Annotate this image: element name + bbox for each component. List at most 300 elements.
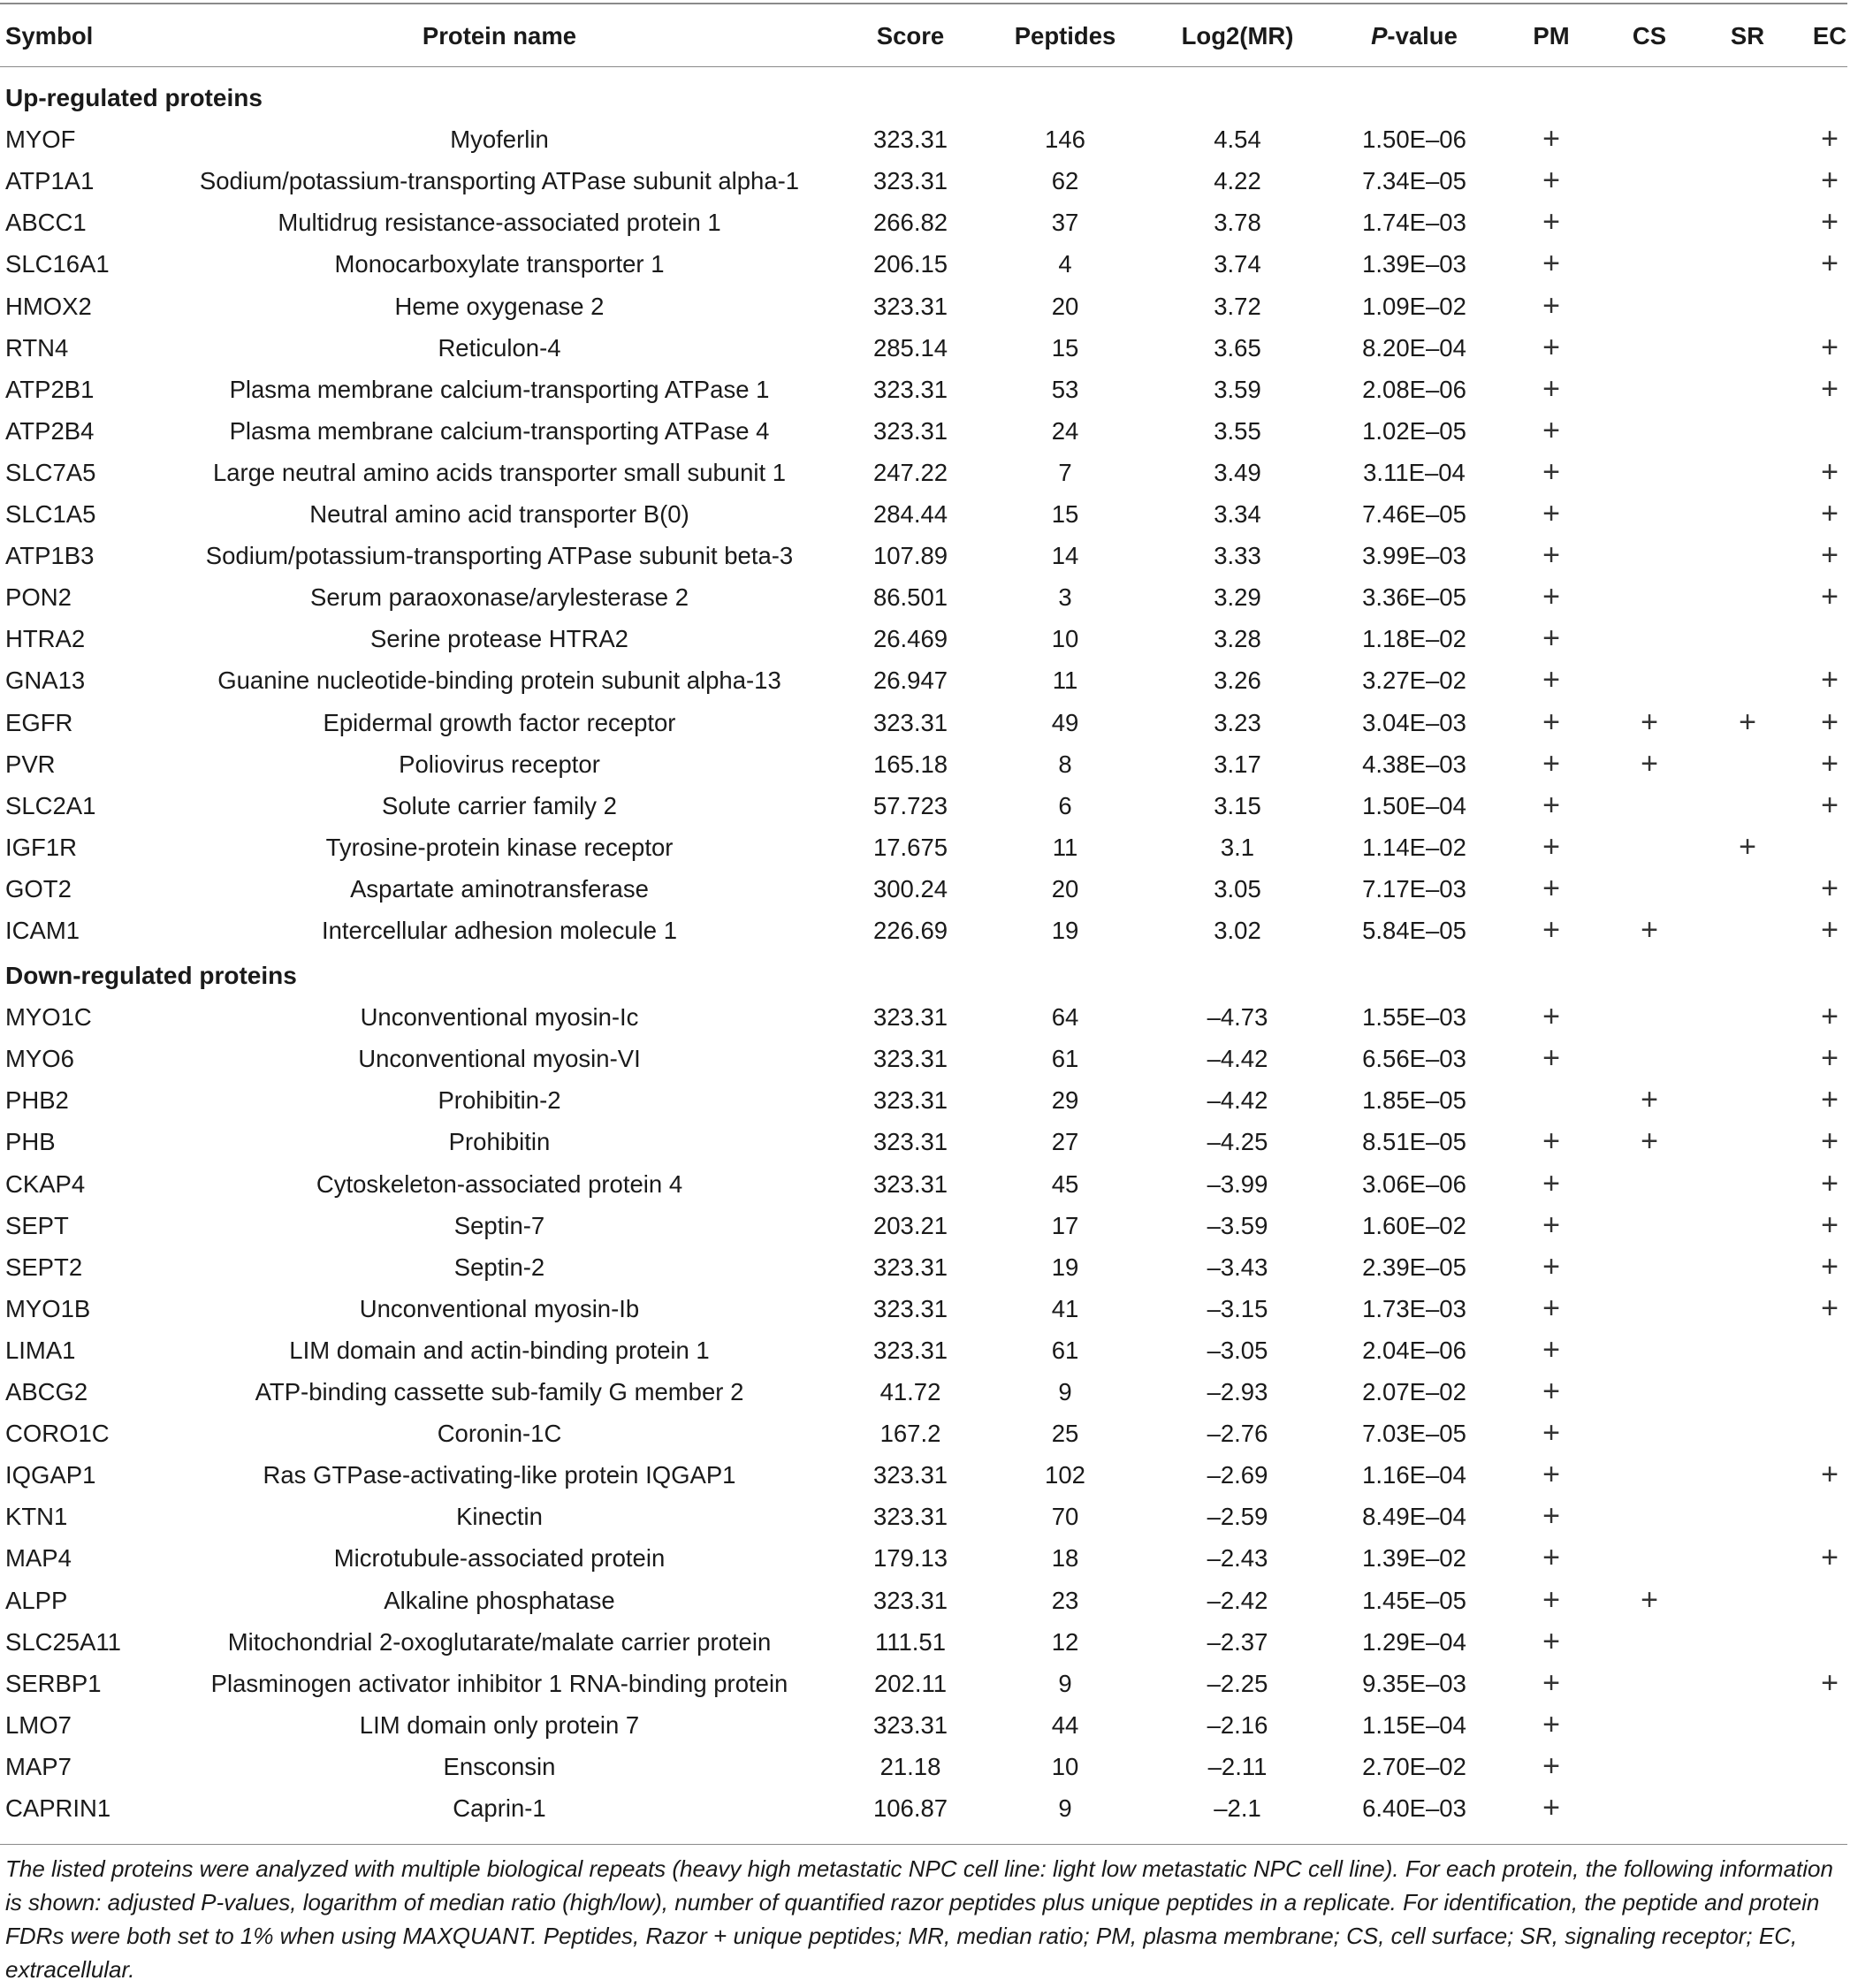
cell-peptides: 29 bbox=[1051, 1086, 1079, 1115]
table-row bbox=[0, 1787, 1847, 1829]
cell-pm: + bbox=[1542, 871, 1560, 905]
cell-peptides: 4 bbox=[1058, 250, 1072, 278]
table-row bbox=[0, 576, 1847, 618]
cell-peptides: 17 bbox=[1051, 1211, 1079, 1239]
cell-ec bbox=[1794, 410, 1865, 452]
cell-pm: + bbox=[1542, 705, 1560, 739]
cell-pm bbox=[1516, 1079, 1587, 1121]
table-row bbox=[0, 202, 1847, 243]
cell-pvalue: 5.84E–05 bbox=[1362, 917, 1466, 944]
cell-cs bbox=[1614, 659, 1685, 701]
cell-ec: + bbox=[1821, 1665, 1839, 1700]
cell-score: 26.947 bbox=[872, 666, 948, 695]
cell-pvalue: 1.50E–06 bbox=[1362, 126, 1466, 154]
cell-sr bbox=[1712, 452, 1783, 493]
table-row bbox=[0, 327, 1847, 369]
cell-score: 323.31 bbox=[872, 1336, 948, 1364]
header-pm: PM bbox=[1533, 22, 1570, 50]
cell-pvalue: 2.08E–06 bbox=[1362, 375, 1466, 403]
cell-sr bbox=[1712, 868, 1783, 910]
table-row bbox=[0, 1621, 1847, 1663]
bottom-rule bbox=[0, 1844, 1847, 1845]
cell-peptides: 9 bbox=[1058, 1794, 1072, 1822]
cell-protein-name: Plasminogen activator inhibitor 1 RNA-binding protein bbox=[210, 1669, 788, 1697]
cell-log2mr: –3.05 bbox=[1207, 1336, 1268, 1364]
cell-score: 284.44 bbox=[872, 500, 948, 528]
cell-log2mr: 3.02 bbox=[1214, 917, 1261, 944]
cell-sr bbox=[1712, 493, 1783, 535]
cell-score: 323.31 bbox=[872, 1710, 948, 1739]
cell-peptides: 61 bbox=[1051, 1336, 1079, 1364]
cell-cs bbox=[1614, 996, 1685, 1038]
header-score: Score bbox=[876, 22, 945, 50]
cell-score: 285.14 bbox=[872, 333, 948, 362]
cell-symbol: ABCG2 bbox=[5, 1378, 88, 1405]
cell-score: 323.31 bbox=[872, 1253, 948, 1281]
cell-cs: + bbox=[1641, 913, 1658, 947]
cell-pm: + bbox=[1542, 288, 1560, 323]
cell-score: 323.31 bbox=[872, 375, 948, 403]
cell-ec: + bbox=[1821, 164, 1839, 198]
cell-pvalue: 3.36E–05 bbox=[1362, 583, 1466, 612]
cell-sr bbox=[1712, 286, 1783, 327]
cell-pvalue: 4.38E–03 bbox=[1362, 750, 1466, 778]
cell-score: 323.31 bbox=[872, 1503, 948, 1531]
cell-pm: + bbox=[1542, 1375, 1560, 1408]
cell-symbol: SLC16A1 bbox=[5, 250, 110, 278]
cell-cs bbox=[1614, 452, 1685, 493]
cell-log2mr: 3.23 bbox=[1214, 708, 1261, 736]
cell-log2mr: –2.42 bbox=[1207, 1586, 1268, 1614]
cell-sr bbox=[1712, 1038, 1783, 1079]
cell-ec: + bbox=[1821, 1166, 1839, 1200]
table-row bbox=[0, 1371, 1847, 1413]
cell-log2mr: –3.15 bbox=[1207, 1294, 1268, 1322]
cell-log2mr: 3.28 bbox=[1214, 625, 1261, 653]
cell-peptides: 10 bbox=[1051, 625, 1079, 653]
cell-ec: + bbox=[1821, 580, 1839, 614]
cell-sr bbox=[1712, 202, 1783, 243]
cell-sr bbox=[1712, 1205, 1783, 1246]
cell-pvalue: 1.74E–03 bbox=[1362, 209, 1466, 237]
cell-cs bbox=[1614, 1746, 1685, 1787]
cell-cs bbox=[1614, 327, 1685, 369]
cell-pm: + bbox=[1542, 829, 1560, 864]
cell-ec: + bbox=[1821, 663, 1839, 697]
cell-ec bbox=[1794, 826, 1865, 868]
cell-pvalue: 1.14E–02 bbox=[1362, 833, 1466, 861]
cell-symbol: LMO7 bbox=[5, 1710, 72, 1739]
cell-peptides: 64 bbox=[1051, 1003, 1079, 1032]
cell-peptides: 8 bbox=[1058, 750, 1072, 778]
cell-sr bbox=[1712, 1537, 1783, 1579]
header-log2mr: Log2(MR) bbox=[1181, 22, 1294, 50]
section-title: Up-regulated proteins bbox=[5, 84, 263, 111]
cell-log2mr: –2.25 bbox=[1207, 1669, 1268, 1697]
cell-cs bbox=[1614, 1663, 1685, 1704]
cell-ec: + bbox=[1821, 913, 1839, 947]
cell-protein-name: Large neutral amino acids transporter small subunit 1 bbox=[212, 458, 787, 486]
cell-pvalue: 1.18E–02 bbox=[1362, 625, 1466, 653]
header-ec: EC bbox=[1812, 22, 1847, 50]
cell-ec: + bbox=[1821, 788, 1839, 822]
cell-pm: + bbox=[1542, 1707, 1560, 1741]
cell-symbol: MYOF bbox=[5, 126, 76, 154]
cell-sr bbox=[1712, 410, 1783, 452]
cell-peptides: 102 bbox=[1045, 1461, 1085, 1489]
cell-pvalue: 2.07E–02 bbox=[1362, 1378, 1466, 1405]
cell-protein-name: Guanine nucleotide-binding protein subunit alpha-13 bbox=[217, 666, 781, 695]
cell-log2mr: 3.74 bbox=[1214, 250, 1261, 278]
cell-log2mr: 3.34 bbox=[1214, 500, 1261, 528]
cell-pm: + bbox=[1542, 497, 1560, 530]
cell-pm: + bbox=[1542, 1291, 1560, 1325]
cell-protein-name: Caprin-1 bbox=[453, 1794, 546, 1822]
cell-peptides: 27 bbox=[1051, 1128, 1079, 1156]
cell-log2mr: 3.59 bbox=[1214, 375, 1261, 403]
cell-cs bbox=[1614, 493, 1685, 535]
cell-symbol: SERBP1 bbox=[5, 1669, 102, 1697]
cell-pvalue: 3.11E–04 bbox=[1363, 458, 1466, 486]
cell-sr bbox=[1712, 1496, 1783, 1537]
cell-log2mr: –2.11 bbox=[1207, 1752, 1268, 1780]
cell-pm: + bbox=[1542, 1332, 1560, 1367]
cell-protein-name: Aspartate aminotransferase bbox=[350, 874, 649, 903]
cell-log2mr: –3.99 bbox=[1207, 1169, 1268, 1198]
cell-cs bbox=[1614, 1163, 1685, 1205]
cell-peptides: 3 bbox=[1058, 583, 1072, 612]
cell-ec bbox=[1794, 1413, 1865, 1454]
cell-peptides: 19 bbox=[1051, 1253, 1079, 1281]
cell-ec: + bbox=[1821, 454, 1839, 489]
cell-log2mr: 3.55 bbox=[1214, 416, 1261, 445]
cell-pm: + bbox=[1542, 330, 1560, 364]
cell-peptides: 10 bbox=[1051, 1752, 1079, 1780]
cell-symbol: MAP4 bbox=[5, 1544, 72, 1573]
cell-pvalue: 8.49E–04 bbox=[1362, 1503, 1466, 1531]
cell-protein-name: Unconventional myosin-VI bbox=[358, 1045, 641, 1073]
cell-ec bbox=[1794, 286, 1865, 327]
cell-pvalue: 3.04E–03 bbox=[1362, 708, 1466, 736]
cell-sr bbox=[1712, 618, 1783, 659]
cell-pvalue: 9.35E–03 bbox=[1362, 1669, 1466, 1697]
header-protein-name: Protein name bbox=[422, 22, 577, 50]
cell-ec: + bbox=[1821, 122, 1839, 156]
cell-sr bbox=[1712, 785, 1783, 826]
cell-sr: + bbox=[1739, 705, 1756, 739]
cell-cs bbox=[1614, 1787, 1685, 1829]
cell-pvalue: 7.46E–05 bbox=[1362, 500, 1466, 528]
cell-log2mr: –4.42 bbox=[1207, 1045, 1268, 1073]
cell-pvalue: 6.56E–03 bbox=[1362, 1045, 1466, 1073]
cell-score: 167.2 bbox=[879, 1420, 941, 1448]
cell-protein-name: Sodium/potassium-transporting ATPase subunit beta-3 bbox=[205, 542, 794, 570]
cell-pm: + bbox=[1542, 1000, 1560, 1034]
cell-pvalue: 1.85E–05 bbox=[1362, 1086, 1466, 1115]
cell-pvalue: 2.04E–06 bbox=[1362, 1336, 1466, 1364]
cell-protein-name: Coronin-1C bbox=[437, 1420, 562, 1448]
cell-cs: + bbox=[1641, 1582, 1658, 1617]
cell-peptides: 15 bbox=[1051, 500, 1079, 528]
cell-cs bbox=[1614, 1454, 1685, 1496]
cell-peptides: 20 bbox=[1051, 874, 1079, 903]
cell-symbol: SLC2A1 bbox=[5, 791, 96, 819]
cell-log2mr: –4.42 bbox=[1207, 1086, 1268, 1115]
cell-symbol: ATP1A1 bbox=[5, 167, 95, 195]
cell-ec: + bbox=[1821, 746, 1839, 781]
cell-log2mr: 4.54 bbox=[1214, 126, 1261, 154]
cell-sr bbox=[1712, 118, 1783, 160]
cell-score: 111.51 bbox=[874, 1627, 947, 1656]
cell-peptides: 24 bbox=[1051, 416, 1079, 445]
table-row bbox=[0, 659, 1847, 701]
cell-cs bbox=[1614, 826, 1685, 868]
table-row bbox=[0, 868, 1847, 910]
cell-symbol: PHB bbox=[5, 1128, 56, 1156]
cell-log2mr: 3.33 bbox=[1214, 542, 1261, 570]
cell-log2mr: –2.59 bbox=[1207, 1503, 1268, 1531]
cell-score: 323.31 bbox=[872, 167, 948, 195]
table-row bbox=[0, 118, 1847, 160]
cell-score: 179.13 bbox=[872, 1544, 948, 1573]
cell-sr bbox=[1712, 910, 1783, 951]
cell-protein-name: Monocarboxylate transporter 1 bbox=[334, 250, 665, 278]
cell-score: 206.15 bbox=[872, 250, 948, 278]
cell-symbol: ICAM1 bbox=[5, 917, 80, 944]
cell-sr bbox=[1712, 327, 1783, 369]
cell-symbol: SEPT bbox=[5, 1211, 69, 1239]
table-row bbox=[0, 826, 1847, 868]
cell-pm: + bbox=[1542, 1124, 1560, 1159]
cell-ec: + bbox=[1821, 705, 1839, 739]
cell-log2mr: 3.29 bbox=[1214, 583, 1261, 612]
cell-protein-name: Mitochondrial 2-oxoglutarate/malate carrier protein bbox=[227, 1627, 772, 1656]
cell-sr bbox=[1712, 1413, 1783, 1454]
table-row bbox=[0, 1205, 1847, 1246]
cell-ec: + bbox=[1821, 1041, 1839, 1076]
cell-pm: + bbox=[1542, 1249, 1560, 1283]
cell-cs bbox=[1614, 286, 1685, 327]
cell-peptides: 14 bbox=[1051, 542, 1079, 570]
cell-pvalue: 1.39E–02 bbox=[1362, 1544, 1466, 1573]
cell-pvalue: 1.50E–04 bbox=[1362, 791, 1466, 819]
cell-ec: + bbox=[1821, 330, 1839, 364]
cell-protein-name: Prohibitin-2 bbox=[438, 1086, 561, 1115]
table-row bbox=[0, 996, 1847, 1038]
table-row bbox=[0, 160, 1847, 202]
cell-cs bbox=[1614, 785, 1685, 826]
table-row bbox=[0, 1704, 1847, 1746]
cell-peptides: 11 bbox=[1052, 666, 1078, 695]
cell-log2mr: –2.43 bbox=[1207, 1544, 1268, 1573]
cell-cs: + bbox=[1641, 1124, 1658, 1159]
cell-symbol: MYO1B bbox=[5, 1294, 91, 1322]
cell-pvalue: 1.39E–03 bbox=[1362, 250, 1466, 278]
cell-pm: + bbox=[1542, 205, 1560, 240]
header-row bbox=[0, 15, 1847, 57]
cell-symbol: IGF1R bbox=[5, 833, 77, 861]
cell-sr bbox=[1712, 1580, 1783, 1621]
cell-sr: + bbox=[1739, 829, 1756, 864]
cell-score: 86.501 bbox=[872, 583, 948, 612]
cell-cs bbox=[1614, 160, 1685, 202]
cell-score: 323.31 bbox=[872, 1169, 948, 1198]
cell-ec: + bbox=[1821, 1458, 1839, 1492]
cell-sr bbox=[1712, 1454, 1783, 1496]
cell-protein-name: Heme oxygenase 2 bbox=[394, 292, 605, 320]
cell-cs bbox=[1614, 1205, 1685, 1246]
cell-cs bbox=[1614, 202, 1685, 243]
cell-cs bbox=[1614, 1496, 1685, 1537]
cell-score: 323.31 bbox=[872, 416, 948, 445]
cell-protein-name: ATP-binding cassette sub-family G member 2 bbox=[255, 1378, 744, 1405]
cell-pm: + bbox=[1542, 913, 1560, 947]
cell-pvalue: 3.27E–02 bbox=[1362, 666, 1466, 695]
cell-peptides: 25 bbox=[1051, 1420, 1079, 1448]
cell-log2mr: –4.73 bbox=[1207, 1003, 1268, 1032]
cell-pm: + bbox=[1542, 1499, 1560, 1534]
header-cs: CS bbox=[1632, 22, 1667, 50]
table-row bbox=[0, 702, 1847, 743]
cell-protein-name: Unconventional myosin-Ic bbox=[360, 1003, 639, 1032]
cell-cs bbox=[1614, 535, 1685, 576]
cell-pm: + bbox=[1542, 1748, 1560, 1783]
cell-symbol: IQGAP1 bbox=[5, 1461, 96, 1489]
cell-ec: + bbox=[1821, 538, 1839, 573]
cell-sr bbox=[1712, 1746, 1783, 1787]
cell-cs bbox=[1614, 1288, 1685, 1329]
cell-ec: + bbox=[1821, 1124, 1839, 1159]
cell-score: 41.72 bbox=[879, 1378, 941, 1405]
cell-protein-name: Multidrug resistance-associated protein 1 bbox=[278, 209, 721, 237]
cell-protein-name: Sodium/potassium-transporting ATPase subunit alpha-1 bbox=[199, 167, 800, 195]
cell-score: 247.22 bbox=[872, 458, 948, 486]
cell-cs bbox=[1614, 1704, 1685, 1746]
cell-peptides: 146 bbox=[1045, 126, 1085, 154]
cell-ec bbox=[1794, 1496, 1865, 1537]
cell-ec: + bbox=[1821, 871, 1839, 905]
cell-score: 323.31 bbox=[872, 1586, 948, 1614]
cell-cs bbox=[1614, 118, 1685, 160]
table-row bbox=[0, 286, 1847, 327]
cell-ec: + bbox=[1821, 1083, 1839, 1117]
cell-score: 323.31 bbox=[872, 708, 948, 736]
cell-peptides: 15 bbox=[1051, 333, 1079, 362]
table-row bbox=[0, 1246, 1847, 1288]
cell-symbol: HTRA2 bbox=[5, 625, 86, 653]
cell-cs bbox=[1614, 1246, 1685, 1288]
table-row bbox=[0, 618, 1847, 659]
cell-ec: + bbox=[1821, 371, 1839, 406]
table-row bbox=[0, 493, 1847, 535]
cell-pm: + bbox=[1542, 580, 1560, 614]
cell-score: 300.24 bbox=[872, 874, 948, 903]
cell-symbol: MAP7 bbox=[5, 1752, 72, 1780]
table-row bbox=[0, 1288, 1847, 1329]
cell-cs bbox=[1614, 576, 1685, 618]
cell-cs bbox=[1614, 1413, 1685, 1454]
cell-peptides: 12 bbox=[1051, 1627, 1079, 1656]
cell-peptides: 9 bbox=[1058, 1669, 1072, 1697]
cell-symbol: LIMA1 bbox=[5, 1336, 76, 1364]
table-caption: The listed proteins were analyzed with multiple biological repeats (heavy high metastatic NPC cell line: light low metastatic NPC cell line). For each protein, the following information is shown: adjusted P-values, logarithm of median ratio (high/low), number of quantified razor peptides plus unique peptides in a replicate. For identification, the peptide and protein FDRs were both set to 1% when using MAXQUANT. Peptides, Razor + unique peptides; MR, median ratio; PM, plasma membrane; CS, cell surface; SR, signaling receptor; EC, extracellular. bbox=[5, 1855, 1833, 1983]
cell-protein-name: Serine protease HTRA2 bbox=[370, 625, 628, 653]
cell-protein-name: Alkaline phosphatase bbox=[384, 1586, 615, 1614]
cell-pvalue: 7.17E–03 bbox=[1362, 874, 1466, 903]
table-row bbox=[0, 743, 1847, 785]
cell-pm: + bbox=[1542, 1041, 1560, 1076]
cell-pvalue: 3.06E–06 bbox=[1362, 1169, 1466, 1198]
cell-cs bbox=[1614, 1621, 1685, 1663]
cell-symbol: ALPP bbox=[5, 1586, 68, 1614]
cell-score: 107.89 bbox=[872, 542, 948, 570]
cell-cs bbox=[1614, 369, 1685, 410]
cell-score: 266.82 bbox=[872, 209, 948, 237]
cell-pm: + bbox=[1542, 1791, 1560, 1824]
cell-symbol: PVR bbox=[5, 750, 56, 778]
cell-sr bbox=[1712, 1079, 1783, 1121]
cell-sr bbox=[1712, 1704, 1783, 1746]
cell-peptides: 7 bbox=[1058, 458, 1072, 486]
cell-symbol: CKAP4 bbox=[5, 1169, 86, 1198]
header-pvalue-prefix: P bbox=[1371, 22, 1388, 50]
cell-sr bbox=[1712, 535, 1783, 576]
cell-log2mr: –2.16 bbox=[1207, 1710, 1268, 1739]
table-row bbox=[0, 1537, 1847, 1579]
cell-pm: + bbox=[1542, 247, 1560, 281]
header-pvalue bbox=[1326, 15, 1503, 57]
cell-log2mr: 3.78 bbox=[1214, 209, 1261, 237]
cell-cs bbox=[1614, 1537, 1685, 1579]
cell-ec: + bbox=[1821, 1000, 1839, 1034]
table-row bbox=[0, 1079, 1847, 1121]
cell-symbol: MYO1C bbox=[5, 1003, 92, 1032]
cell-log2mr: 3.72 bbox=[1214, 292, 1261, 320]
cell-score: 165.18 bbox=[872, 750, 948, 778]
cell-sr bbox=[1712, 1288, 1783, 1329]
cell-protein-name: Unconventional myosin-Ib bbox=[359, 1294, 640, 1322]
top-rule bbox=[0, 3, 1847, 4]
cell-cs: + bbox=[1641, 1083, 1658, 1117]
cell-symbol: SLC7A5 bbox=[5, 458, 96, 486]
cell-protein-name: Reticulon-4 bbox=[438, 333, 561, 362]
cell-symbol: SEPT2 bbox=[5, 1253, 83, 1281]
cell-symbol: PHB2 bbox=[5, 1086, 69, 1115]
cell-pvalue: 1.15E–04 bbox=[1362, 1710, 1466, 1739]
cell-protein-name: Intercellular adhesion molecule 1 bbox=[321, 917, 678, 944]
cell-protein-name: Solute carrier family 2 bbox=[382, 791, 617, 819]
cell-protein-name: Epidermal growth factor receptor bbox=[323, 708, 676, 736]
cell-symbol: GOT2 bbox=[5, 874, 72, 903]
cell-ec: + bbox=[1821, 497, 1839, 530]
cell-cs: + bbox=[1641, 746, 1658, 781]
header-peptides: Peptides bbox=[1014, 22, 1116, 50]
cell-ec: + bbox=[1821, 1291, 1839, 1325]
cell-ec bbox=[1794, 1746, 1865, 1787]
cell-sr bbox=[1712, 659, 1783, 701]
cell-cs: + bbox=[1641, 705, 1658, 739]
cell-score: 323.31 bbox=[872, 1461, 948, 1489]
cell-log2mr: 3.15 bbox=[1214, 791, 1261, 819]
cell-pm: + bbox=[1542, 371, 1560, 406]
cell-peptides: 20 bbox=[1051, 292, 1079, 320]
cell-sr bbox=[1712, 1329, 1783, 1371]
cell-symbol: RTN4 bbox=[5, 333, 69, 362]
cell-score: 202.11 bbox=[873, 1669, 948, 1697]
cell-sr bbox=[1712, 369, 1783, 410]
cell-cs bbox=[1614, 1329, 1685, 1371]
cell-pvalue: 7.03E–05 bbox=[1362, 1420, 1466, 1448]
